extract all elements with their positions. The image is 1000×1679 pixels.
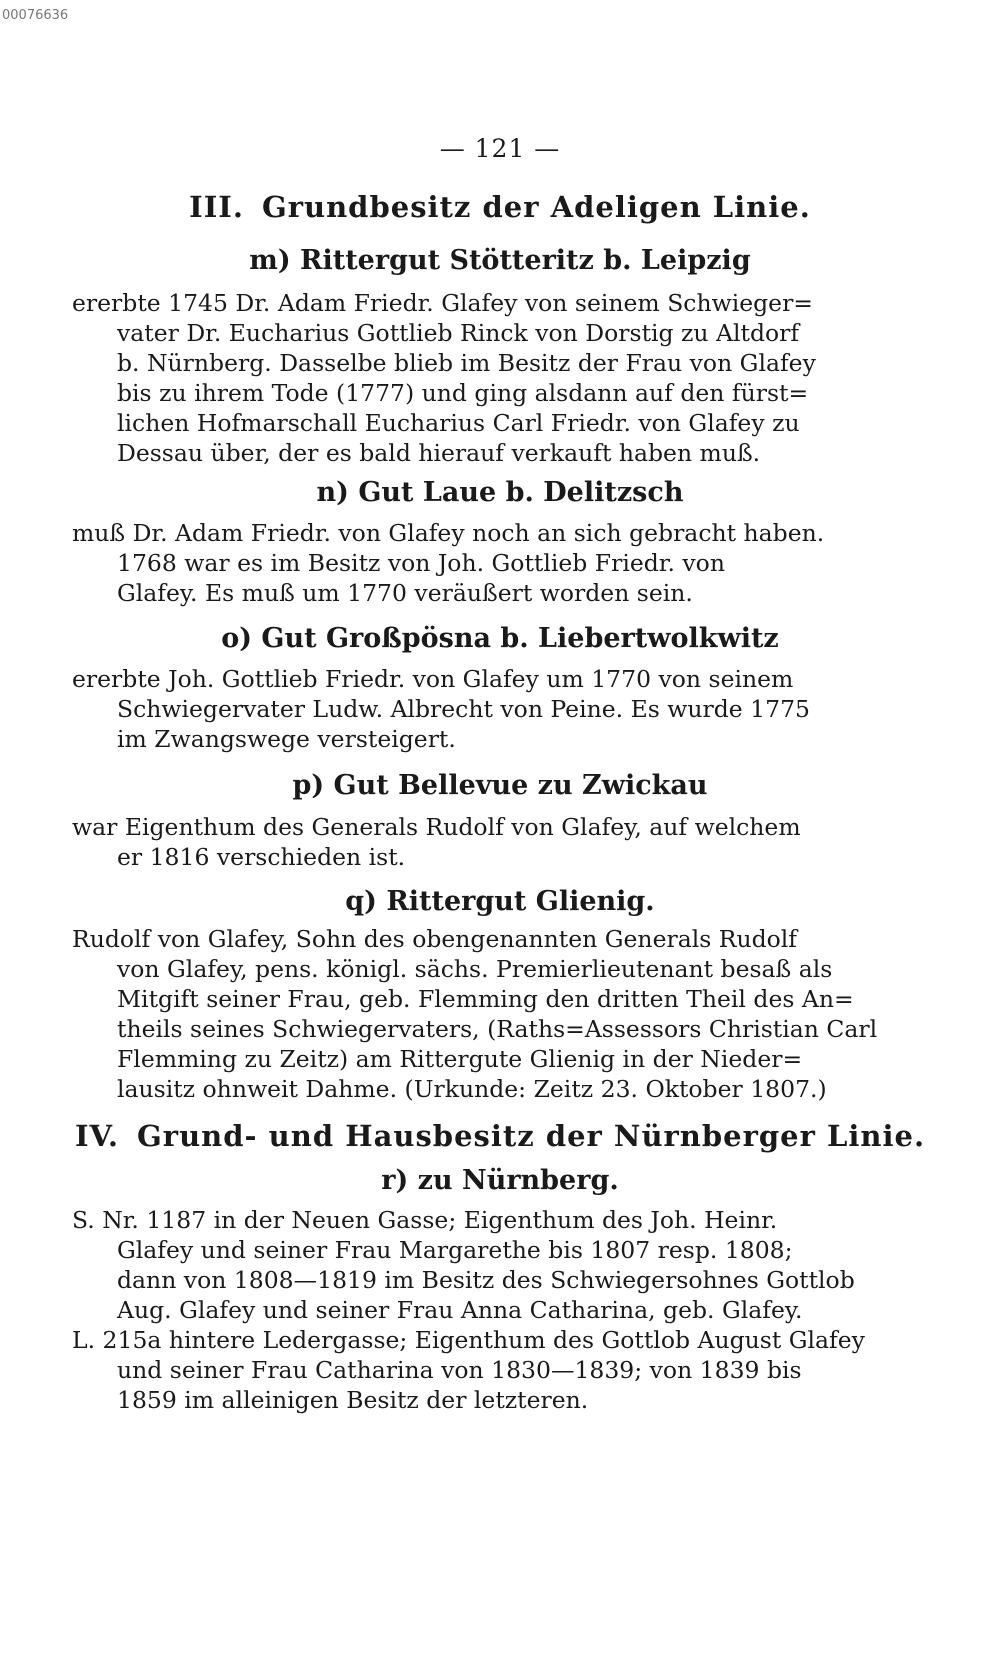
section-title: Grund- und Hausbesitz der Nürnberger Linie. <box>137 1119 926 1153</box>
section-title: Grundbesitz der Adeligen Linie. <box>261 190 811 224</box>
entry-title-o: o) Gut Großpösna b. Liebertwolkwitz <box>221 623 779 654</box>
text-line: b. Nürnberg. Dasselbe blieb im Besitz der Frau von Glafey <box>117 349 816 377</box>
text-line: Glafey. Es muß um 1770 veräußert worden sein. <box>117 579 693 607</box>
text-line: von Glafey, pens. königl. sächs. Premierlieutenant besaß als <box>117 955 833 983</box>
text-line: vater Dr. Eucharius Gottlieb Rinck von Dorstig zu Altdorf <box>117 319 800 347</box>
text-line: Glafey und seiner Frau Margarethe bis 1807 resp. 1808; <box>117 1236 793 1264</box>
entry-title-q: q) Rittergut Glienig. <box>345 886 655 917</box>
text-line: theils seines Schwiegervaters, (Raths=Assessors Christian Carl <box>117 1015 878 1043</box>
entry-title-m: m) Rittergut Stötteritz b. Leipzig <box>249 245 751 276</box>
text-line: Mitgift seiner Frau, geb. Flemming den dritten Theil des An= <box>117 985 854 1013</box>
text-line: 1859 im alleinigen Besitz der letzteren. <box>117 1386 589 1414</box>
text-line: L. 215a hintere Ledergasse; Eigenthum des Gottlob August Glafey <box>72 1326 865 1354</box>
text-line: 1768 war es im Besitz von Joh. Gottlieb Friedr. von <box>117 549 725 577</box>
text-line: Aug. Glafey und seiner Frau Anna Catharina, geb. Glafey. <box>117 1296 803 1324</box>
text-line: lichen Hofmarschall Eucharius Carl Friedr. von Glafey zu <box>117 409 800 437</box>
entry-text-p <box>72 812 830 872</box>
entry-text-r <box>72 1205 865 1415</box>
entry-title-p: p) Gut Bellevue zu Zwickau <box>292 770 708 801</box>
section-number: III. <box>189 190 244 224</box>
text-line: ererbte 1745 Dr. Adam Friedr. Glafey von seinem Schwieger= <box>72 289 813 317</box>
text-line: muß Dr. Adam Friedr. von Glafey noch an sich gebracht haben. <box>72 519 825 547</box>
text-line: S. Nr. 1187 in der Neuen Gasse; Eigenthum des Joh. Heinr. <box>72 1206 778 1234</box>
entry-title-n: n) Gut Laue b. Delitzsch <box>316 477 684 508</box>
text-line: Dessau über, der es bald hierauf verkauft haben muß. <box>117 439 761 467</box>
text-line: und seiner Frau Catharina von 1830—1839; von 1839 bis <box>117 1356 802 1384</box>
entry-title-r: r) zu Nürnberg. <box>381 1165 619 1196</box>
entry-text-q <box>72 924 878 1104</box>
section-heading-iii <box>0 190 1000 224</box>
text-line: dann von 1808—1819 im Besitz des Schwiegersohnes Gottlob <box>117 1266 855 1294</box>
section-number: IV. <box>74 1119 120 1153</box>
scan-id: 00076636 <box>2 8 69 23</box>
text-line: bis zu ihrem Tode (1777) und ging alsdann auf den fürst= <box>117 379 809 407</box>
text-line: Flemming zu Zeitz) am Rittergute Glienig in der Nieder= <box>117 1045 803 1073</box>
entry-text-o <box>72 664 830 754</box>
section-heading-iv <box>0 1119 1000 1153</box>
text-line: ererbte Joh. Gottlieb Friedr. von Glafey um 1770 von seinem <box>72 665 794 693</box>
text-line: im Zwangswege versteigert. <box>117 725 456 753</box>
entry-text-m <box>72 288 830 468</box>
text-line: Schwiegervater Ludw. Albrecht von Peine. Es wurde 1775 <box>117 695 810 723</box>
entry-text-n <box>72 518 830 608</box>
page-number: — 121 — <box>439 134 561 163</box>
text-line: lausitz ohnweit Dahme. (Urkunde: Zeitz 23. Oktober 1807.) <box>117 1075 827 1103</box>
text-line: er 1816 verschieden ist. <box>117 843 406 871</box>
text-line: war Eigenthum des Generals Rudolf von Glafey, auf welchem <box>72 813 801 841</box>
text-line: Rudolf von Glafey, Sohn des obengenannten Generals Rudolf <box>72 925 798 953</box>
